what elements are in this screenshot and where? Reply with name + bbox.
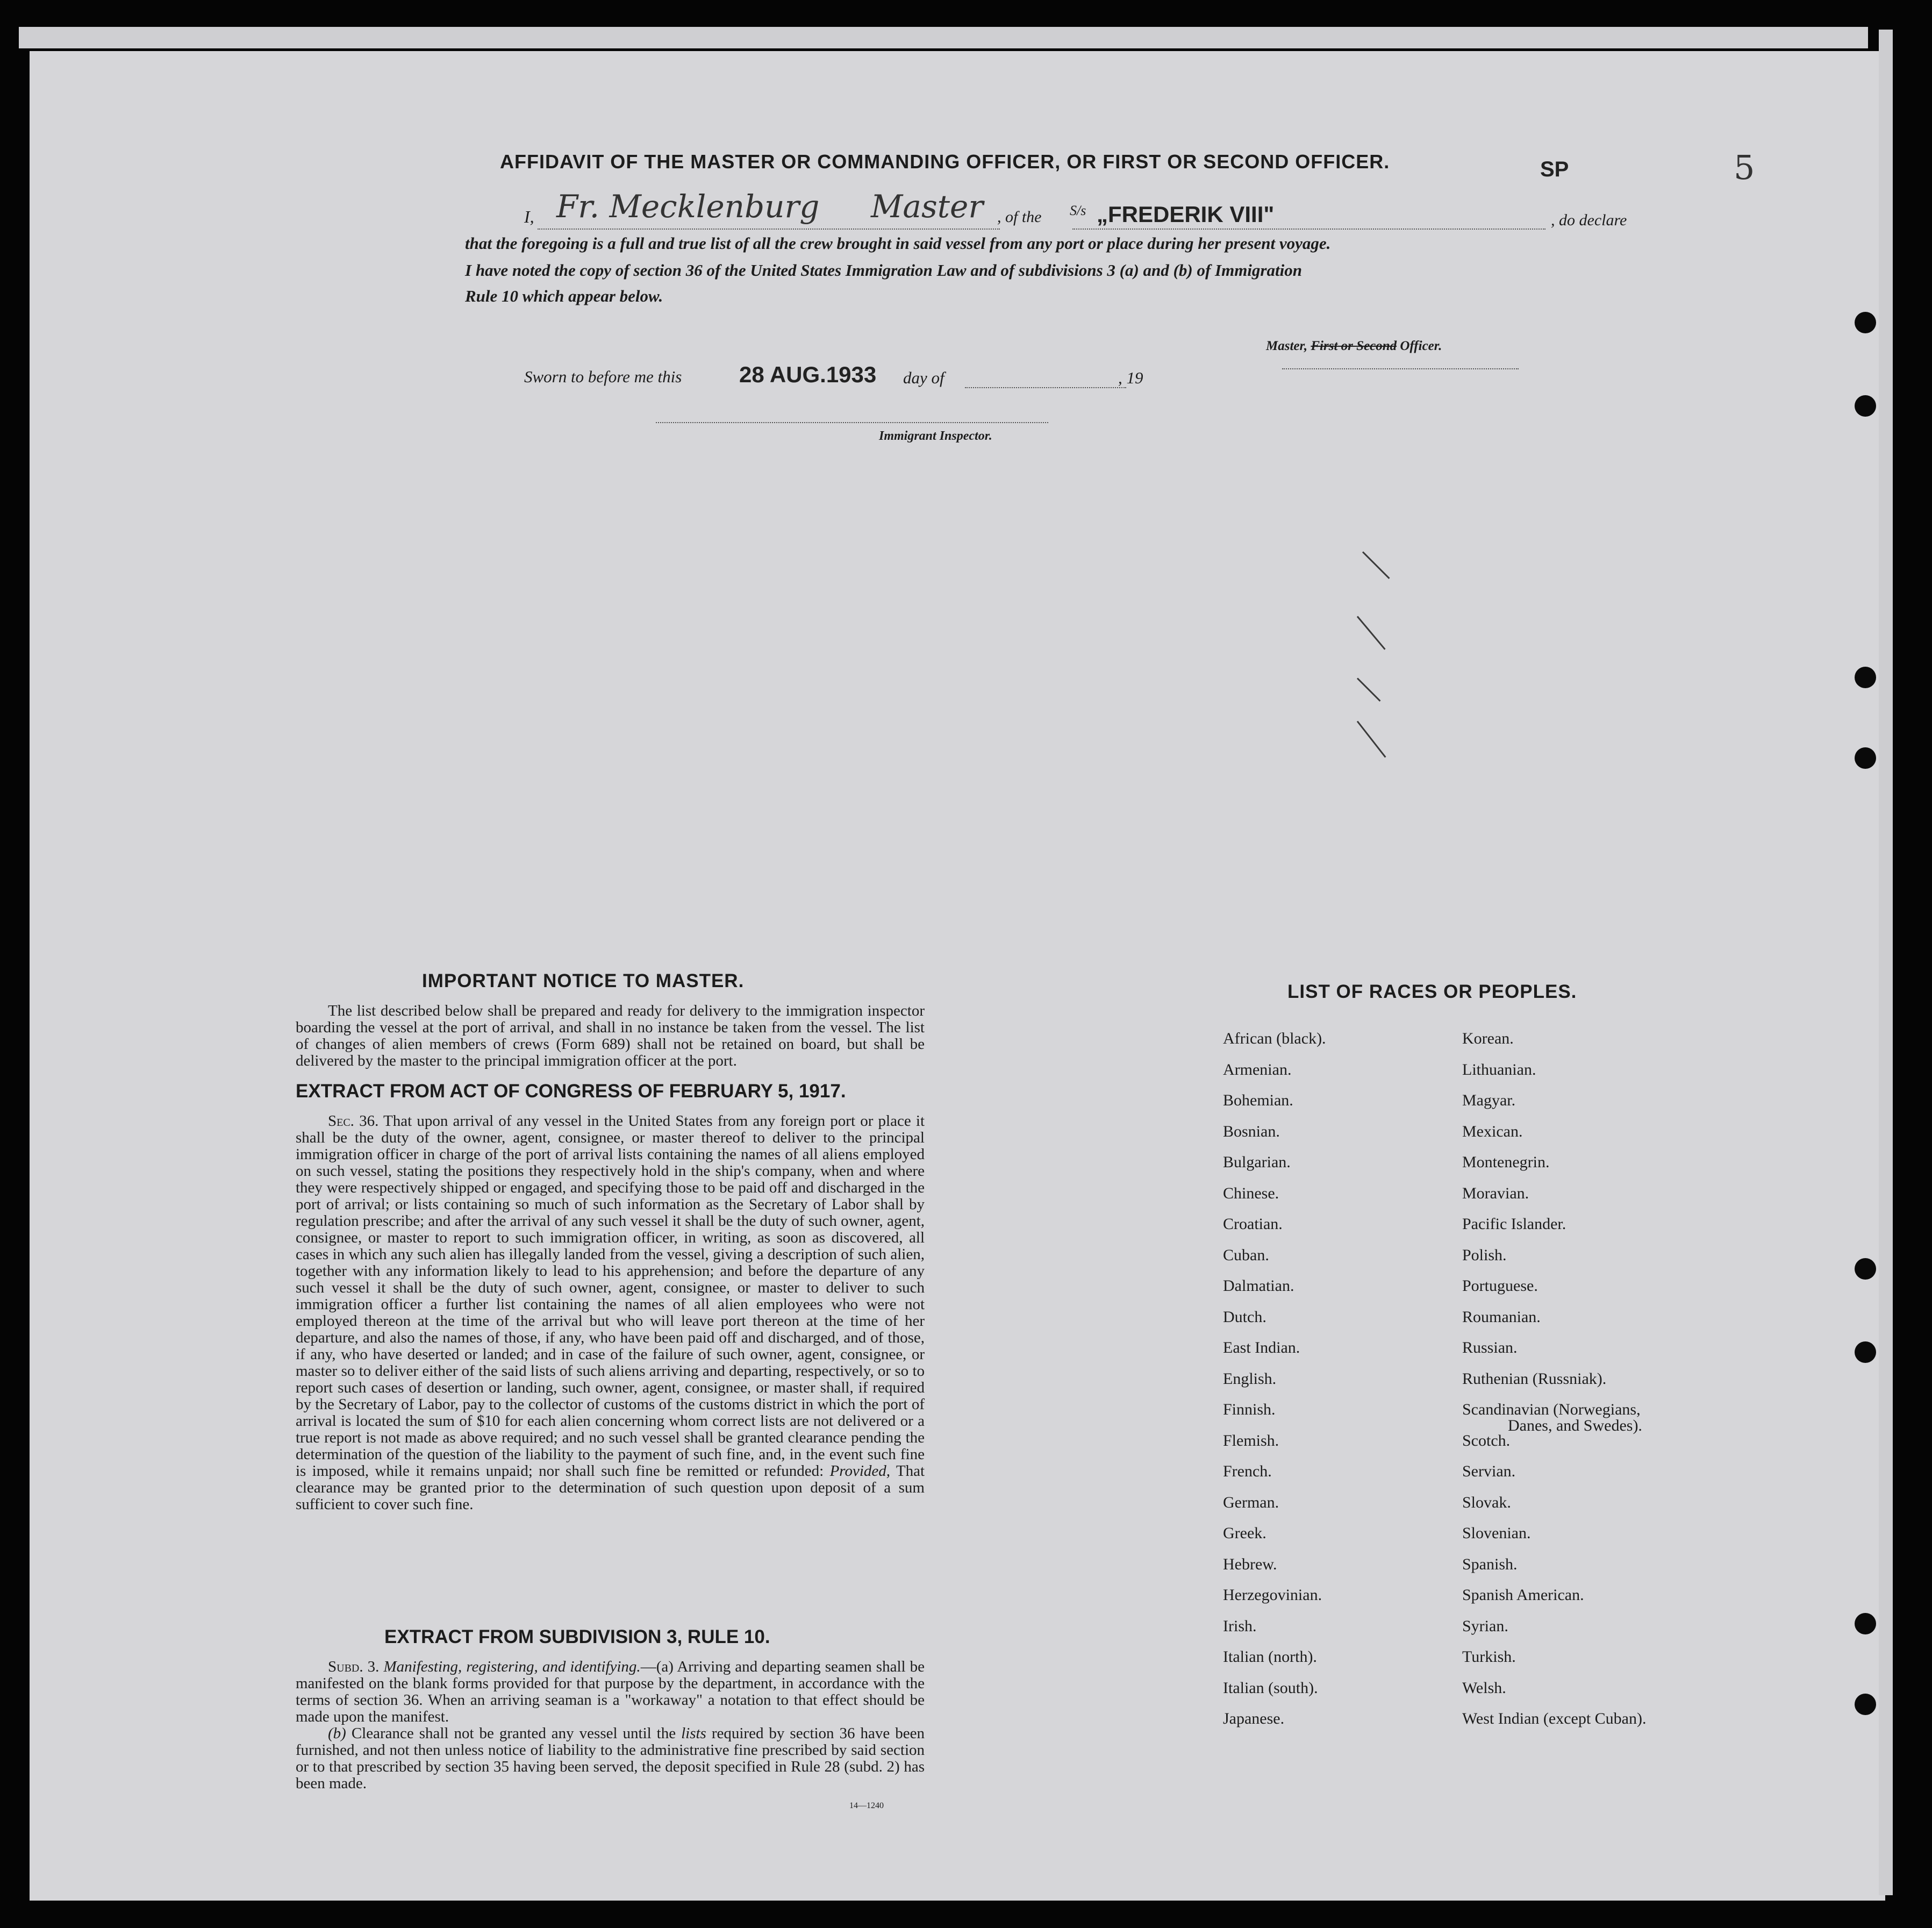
vessel-prefix: S/s [1070, 203, 1086, 218]
punch-hole [1855, 747, 1876, 769]
affidavit-line-2: I have noted the copy of section 36 of the United States Immigration Law and of subdivisions 3 (a) and (b) of Immigration [465, 261, 1302, 280]
affidavit-line-1: that the foregoing is a full and true list of all the crew brought in said vessel from any port or place during her present voyage. [465, 234, 1331, 253]
race-item: Japanese. [1223, 1710, 1285, 1727]
act-title: EXTRACT FROM ACT OF CONGRESS OF FEBRUARY 5, 1917. [296, 1081, 846, 1102]
corner-mark: SP [1540, 158, 1569, 181]
of-the-label: , of the [997, 208, 1042, 226]
race-item: Spanish. [1462, 1555, 1518, 1573]
race-item: Spanish American. [1462, 1586, 1584, 1604]
race-item: African (black). [1223, 1030, 1326, 1047]
race-item: Welsh. [1462, 1679, 1506, 1697]
race-item: East Indian. [1223, 1339, 1300, 1356]
vessel-name-stamp: „FREDERIK VIII" [1097, 202, 1275, 227]
race-item: Roumanian. [1462, 1308, 1541, 1326]
race-item: Korean. [1462, 1030, 1514, 1047]
race-item: Greek. [1223, 1524, 1266, 1542]
race-item: Flemish. [1223, 1432, 1279, 1449]
race-item: Cuban. [1223, 1246, 1269, 1264]
page-edge-top [19, 27, 1868, 48]
race-item: Irish. [1223, 1617, 1257, 1635]
notice-text: The list described below shall be prepared and ready for delivery to the immigration inspector boarding the vessel at the port of arrival, and shall in no instance be taken from the vessel. The list of changes of alien members of crews (Form 689) shall not be retained on board, but shall be delivered by the master to the principal immigration officer at the port. [296, 1002, 925, 1069]
page-number: 5 [1734, 148, 1755, 187]
vessel-underline [1072, 228, 1545, 230]
race-item: Croatian. [1223, 1215, 1283, 1233]
race-item: English. [1223, 1370, 1277, 1388]
race-item: Armenian. [1223, 1061, 1292, 1079]
inspector-caption: Immigrant Inspector. [879, 429, 992, 443]
punch-hole [1855, 1613, 1876, 1634]
notice-title: IMPORTANT NOTICE TO MASTER. [422, 970, 745, 991]
race-item: Bosnian. [1223, 1123, 1280, 1140]
punch-hole [1855, 1258, 1876, 1280]
punch-hole [1855, 395, 1876, 417]
race-item: Montenegrin. [1462, 1153, 1550, 1171]
rule-text-b: (b) Clearance shall not be granted any vessel until the lists required by section 36 have been furnished, and not then unless notice of liability to the administrative fine prescribed by said section or to that prescribed by section 35 having been served, the deposit specified in Rule 28 (subd. 2) has been made. [296, 1725, 925, 1792]
race-item: Syrian. [1462, 1617, 1508, 1635]
bleed-through-mark [1357, 677, 1381, 702]
rule-text-a: Subd. 3. Manifesting, registering, and identifying.—(a) Arriving and departing seamen shall be manifested on the blank forms provided for that purpose by the department, in accordance with the terms of section 36. When an arriving seaman is a "workaway" a notation to that effect should be made upon the manifest. [296, 1658, 925, 1725]
race-item: Slovak. [1462, 1494, 1511, 1511]
master-signature-line [1282, 368, 1519, 369]
race-item: Ruthenian (Russniak). [1462, 1370, 1607, 1388]
year-label: , 19 [1118, 368, 1143, 387]
sworn-label: Sworn to before me this [524, 367, 682, 386]
affidavit-line-3: Rule 10 which appear below. [465, 287, 663, 305]
race-item: Pacific Islander. [1462, 1215, 1566, 1233]
race-item: Bulgarian. [1223, 1153, 1291, 1171]
race-item-continuation: Danes, and Swedes). [1508, 1417, 1642, 1434]
race-item: Bohemian. [1223, 1091, 1293, 1109]
document-page [30, 51, 1885, 1901]
race-item: Chinese. [1223, 1184, 1279, 1202]
punch-hole [1855, 1341, 1876, 1363]
race-item: French. [1223, 1462, 1272, 1480]
race-item: Hebrew. [1223, 1555, 1277, 1573]
i-label: I, [524, 207, 534, 226]
race-item: Mexican. [1462, 1123, 1523, 1140]
race-item: Scandinavian (Norwegians, [1462, 1401, 1641, 1418]
punch-hole [1855, 667, 1876, 688]
race-item: Lithuanian. [1462, 1061, 1536, 1079]
race-item: Russian. [1462, 1339, 1518, 1356]
race-item: Dalmatian. [1223, 1277, 1294, 1295]
punch-hole [1855, 1694, 1876, 1715]
bleed-through-mark [1357, 616, 1386, 650]
race-item: Polish. [1462, 1246, 1507, 1264]
day-underline [965, 387, 1126, 388]
bleed-through-mark [1357, 721, 1386, 758]
inspector-signature-line [656, 422, 1048, 423]
races-title: LIST OF RACES OR PEOPLES. [1287, 981, 1577, 1002]
rule-title: EXTRACT FROM SUBDIVISION 3, RULE 10. [384, 1626, 770, 1647]
bleed-through-mark [1362, 551, 1390, 579]
race-item: Magyar. [1462, 1091, 1516, 1109]
race-item: German. [1223, 1494, 1279, 1511]
race-item: Servian. [1462, 1462, 1516, 1480]
race-item: Portuguese. [1462, 1277, 1538, 1295]
race-item: Dutch. [1223, 1308, 1266, 1326]
master-caption: Master, First or Second Officer. [1266, 339, 1442, 353]
race-item: Scotch. [1462, 1432, 1511, 1449]
race-item: Turkish. [1462, 1648, 1516, 1666]
race-item: Slovenian. [1462, 1524, 1531, 1542]
rank-handwritten: Master [871, 188, 984, 225]
page-edge-right [1879, 30, 1893, 1895]
do-declare-label: , do declare [1551, 211, 1627, 229]
punch-hole [1855, 312, 1876, 333]
sworn-date-stamp: 28 AUG.1933 [739, 362, 877, 387]
master-signature: Fr. Mecklenburg [556, 188, 820, 225]
race-item: Moravian. [1462, 1184, 1529, 1202]
race-item: Herzegovinian. [1223, 1586, 1322, 1604]
race-item: Italian (north). [1223, 1648, 1317, 1666]
race-item: Finnish. [1223, 1401, 1276, 1418]
day-of-label: day of [903, 368, 944, 387]
race-item: West Indian (except Cuban). [1462, 1710, 1647, 1727]
race-item: Italian (south). [1223, 1679, 1318, 1697]
form-number: 14—1240 [849, 1801, 884, 1810]
act-text: Sec. 36. That upon arrival of any vessel in the United States from any foreign port or place it shall be the duty of the owner, agent, consignee, or master thereof to deliver to the principal immigration officer in charge of the port of arrival lists containing the names of all aliens employed on such vessel, stating the positions they respectively hold in the ship's company, when and where they were respectively shipped or engaged, and specifying those to be paid off and discharged in the port of arrival; or lists containing so much of such information as the Secretary of Labor shall by regulation prescribe; and after the arrival of any such vessel it shall be the duty of such owner, agent, consignee, or master to report to such immigration officer, in writing, as soon as discovered, all cases in which any such alien has illegally landed from the vessel, giving a description of such alien, together with any information likely to lead to his apprehension; and before the departure of any such vessel it shall be the duty of such owner, agent, consignee, or master to deliver to such immigration officer a further list containing the names of all alien employees who were not employed thereon at the time of the arrival but who will leave port thereon at the time of her departure, and also the names of those, if any, who have been paid off and discharged, and of those, if any, who have deserted or landed; and in case of the failure of such owner, agent, consignee, or master so to deliver either of the said lists of such aliens arriving and departing, respectively, or so to report such cases of desertion or landing, such owner, agent, consignee, or master shall, if required by the Secretary of Labor, pay to the collector of customs of the customs district in which the port of arrival is located the sum of $10 for each alien concerning whom correct lists are not delivered or a true report is not made as above required; and no such vessel shall be granted clearance pending the determination of the question of the liability to the payment of such fine, and, in the event such fine is imposed, while it remains unpaid; nor shall such fine be remitted or refunded: Provided, That clearance may be granted prior to the determination of such question upon deposit of a sum sufficient to cover such fine. [296, 1112, 925, 1513]
affidavit-title: AFFIDAVIT OF THE MASTER OR COMMANDING OFFICER, OR FIRST OR SECOND OFFICER. [500, 151, 1390, 173]
name-underline [538, 228, 1000, 230]
